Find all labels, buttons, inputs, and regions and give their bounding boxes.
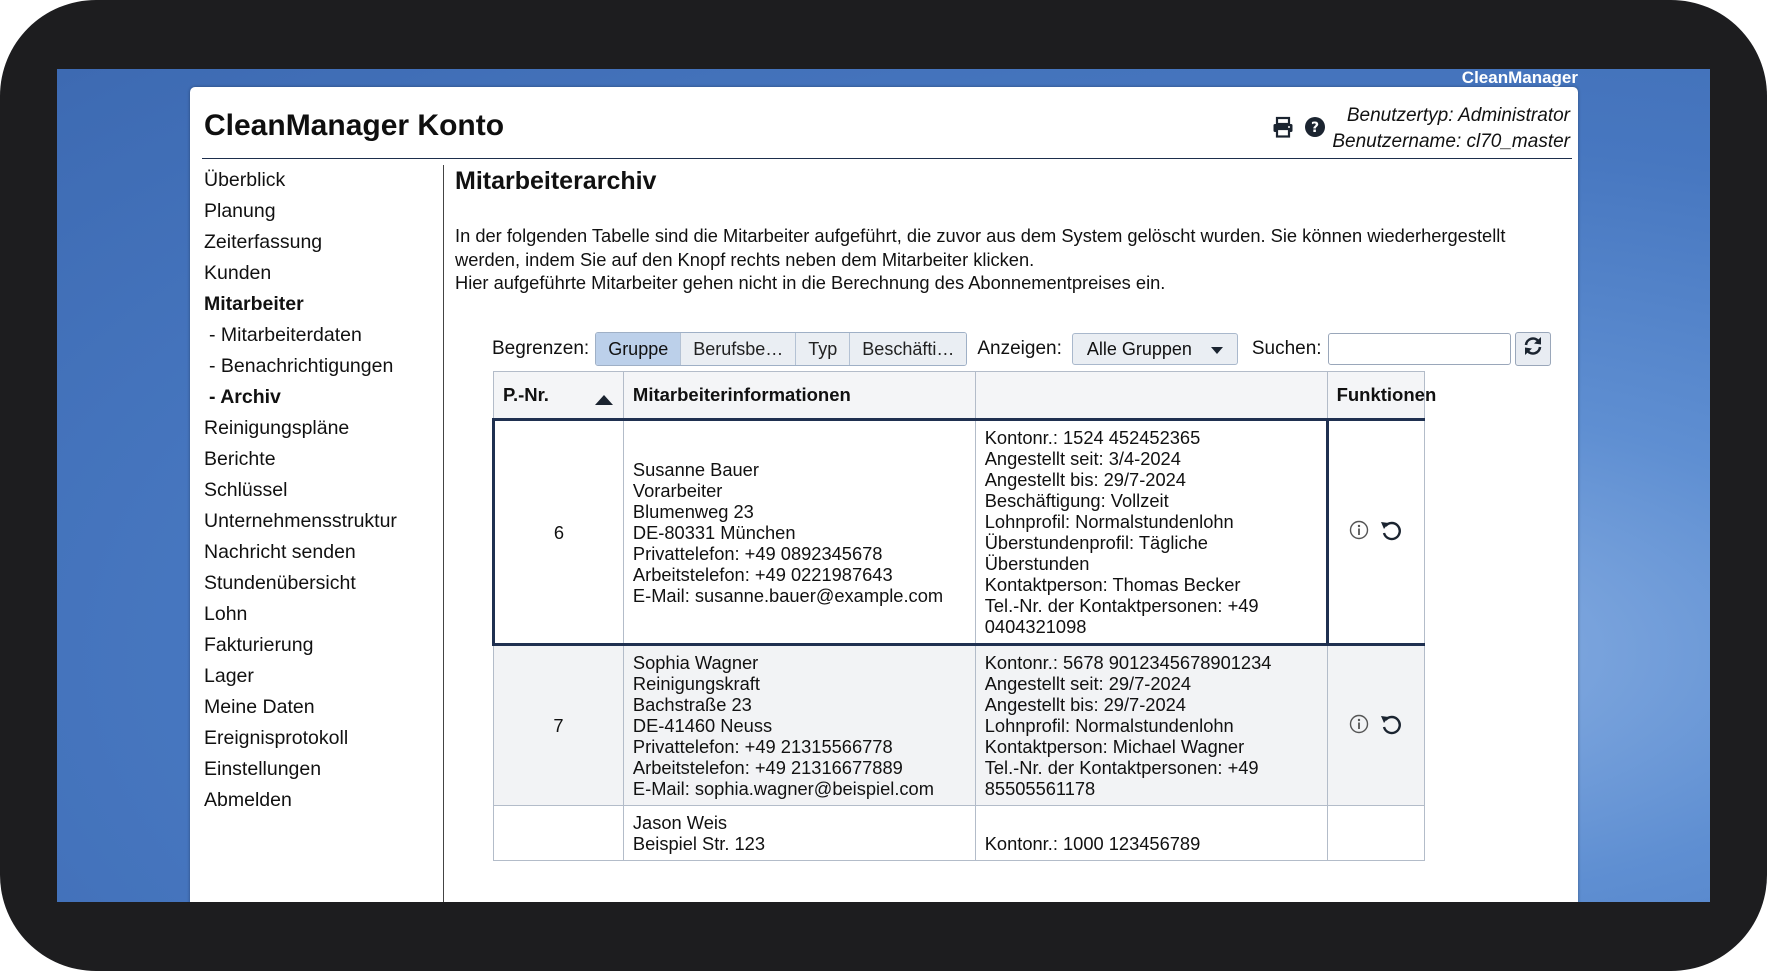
extra-line: Lohnprofil: Normalstundenlohn [984,511,1234,532]
sidebar-item-berichte[interactable]: Berichte [204,448,276,470]
header-divider [202,158,1572,159]
limit-option-typ[interactable]: Typ [796,333,850,365]
refresh-icon [1522,335,1544,363]
sidebar-item-mitarbeiter[interactable]: Mitarbeiter [204,293,304,315]
limit-segmented-control [595,332,967,366]
sidebar-item-abmelden[interactable]: Abmelden [204,789,292,811]
cell-functions [1327,420,1424,645]
sidebar-item-lohn[interactable]: Lohn [204,603,248,625]
restore-icon[interactable] [1379,518,1403,546]
table-row[interactable] [494,645,1425,806]
search-input[interactable] [1328,333,1511,365]
extra-line: Angestellt bis: 29/7-2024 [984,694,1186,715]
employee-street: Bachstraße 23 [632,694,752,715]
intro-paragraph-2: Hier aufgeführte Mitarbeiter gehen nicht in die Berechnung des Abonnementpreises ein. [455,272,1166,293]
extra-line: Angestellt seit: 29/7-2024 [984,673,1192,694]
employee-name: Sophia Wagner [632,652,759,673]
cell-functions [1327,806,1424,861]
limit-label: Begrenzen: [492,338,590,359]
extra-line: Tel.-Nr. der Kontaktpersonen: +49 [984,757,1259,778]
header-icons [1272,116,1326,138]
employee-role: Vorarbeiter [632,479,723,501]
employee-email: E-Mail: susanne.bauer@example.com [632,584,944,606]
column-header-extra [975,372,1327,420]
extra-line: Lohnprofil: Normalstundenlohn [984,715,1234,736]
extra-line: Beschäftigung: Vollzeit [984,490,1169,511]
sidebar-item-ueberblick[interactable]: Überblick [204,169,286,191]
app-window [190,87,1578,902]
sidebar-item-planung[interactable]: Planung [204,200,276,222]
restore-icon[interactable] [1379,712,1403,740]
employee-role: Reinigungskraft [632,673,760,694]
cell-nr [494,806,624,861]
main-content [455,165,1570,854]
group-select-value: Alle Gruppen [1086,338,1192,359]
desktop-background [57,69,1710,902]
user-type: Benutzertyp: Administrator [1346,105,1570,126]
sidebar-item-fakturierung[interactable]: Fakturierung [204,634,314,656]
sort-ascending-icon [595,389,613,411]
caret-down-icon [1211,339,1223,360]
sidebar-divider [443,165,444,902]
column-header-nr-label: P.-Nr. [503,384,549,405]
sidebar-item-archiv[interactable]: - Archiv [209,386,281,408]
extra-line: Überstundenprofil: Tägliche Überstunden [984,532,1208,574]
extra-line: 0404321098 [984,616,1087,637]
sidebar-item-lager[interactable]: Lager [204,665,254,687]
table-row[interactable] [494,806,1425,861]
cell-info [623,420,975,645]
limit-option-berufsbezeichnung[interactable]: Berufsbe… [681,333,796,365]
limit-option-beschaeftigung[interactable]: Beschäfti… [850,333,966,365]
page-header-title: CleanManager Konto [204,109,505,142]
cell-extra [975,420,1327,645]
cell-functions [1327,645,1424,806]
cell-info [623,645,975,806]
info-icon[interactable] [1349,714,1369,738]
employee-private-phone: Privattelefon: +49 0892345678 [632,542,883,564]
extra-line: Kontonr.: 1000 123456789 [984,833,1201,854]
extra-line: Kontaktperson: Thomas Becker [984,574,1241,595]
column-header-nr[interactable] [494,372,624,420]
user-name: Benutzername: cl70_master [1332,131,1570,152]
sidebar-item-zeiterfassung[interactable]: Zeiterfassung [204,231,323,253]
brand-label: CleanManager [1461,69,1578,87]
cell-nr: 7 [494,645,624,806]
sidebar-item-benachrichtigungen[interactable]: - Benachrichtigungen [209,355,394,377]
page-title: Mitarbeiterarchiv [455,167,657,195]
svg-text:?: ? [1310,120,1320,136]
table-row[interactable] [494,420,1425,645]
extra-line [985,812,1318,833]
extra-line: 85505561178 [984,778,1096,799]
employee-private-phone: Privattelefon: +49 21315566778 [632,736,893,757]
sidebar-item-meine-daten[interactable]: Meine Daten [204,696,315,718]
cell-nr: 6 [494,420,624,645]
sidebar-item-ereignisprotokoll[interactable]: Ereignisprotokoll [204,727,349,749]
extra-line: Tel.-Nr. der Kontaktpersonen: +49 [984,595,1259,616]
intro-paragraph-1: In der folgenden Tabelle sind die Mitarbeiter aufgeführt, die zuvor aus dem System gelöscht wurden. Sie können wiederhergestellt werden, indem Sie auf den Knopf rechts neben dem Mitarbeiter klicken. [455,225,1506,270]
sidebar-item-nachricht-senden[interactable]: Nachricht senden [204,541,356,563]
employee-name: Susanne Bauer [632,458,759,480]
extra-line: Kontaktperson: Michael Wagner [984,736,1245,757]
group-select[interactable] [1072,333,1238,365]
column-header-functions: Funktionen [1327,372,1424,420]
sidebar-item-schluessel[interactable]: Schlüssel [204,479,288,501]
user-info [1332,103,1570,155]
search-label: Suchen: [1251,338,1322,359]
extra-line: Kontonr.: 5678 9012345678901234 [984,652,1272,673]
sidebar-nav [204,165,434,816]
cell-extra [975,806,1327,861]
intro-text [455,224,1535,295]
sidebar-item-kunden[interactable]: Kunden [204,262,272,284]
refresh-button[interactable] [1515,332,1551,366]
sidebar-item-reinigungsplaene[interactable]: Reinigungspläne [204,417,350,439]
employee-street: Blumenweg 23 [632,500,754,522]
sidebar-item-unternehmensstruktur[interactable]: Unternehmensstruktur [204,510,397,532]
sidebar-item-einstellungen[interactable]: Einstellungen [204,758,322,780]
employee-city: DE-41460 Neuss [632,715,773,736]
info-icon[interactable] [1349,520,1369,544]
limit-option-gruppe[interactable]: Gruppe [596,333,681,365]
extra-line: Kontonr.: 1524 452452365 [984,427,1201,448]
extra-line: Angestellt bis: 29/7-2024 [984,469,1186,490]
help-icon[interactable] [1304,116,1326,138]
archive-table [492,371,1437,861]
table-header-row [494,372,1425,420]
printer-icon[interactable] [1272,116,1294,138]
employee-work-phone: Arbeitstelefon: +49 21316677889 [632,757,903,778]
employee-email: E-Mail: sophia.wagner@beispiel.com [632,778,934,799]
extra-line: Angestellt seit: 3/4-2024 [984,448,1181,469]
filter-bar [492,331,1551,367]
employee-work-phone: Arbeitstelefon: +49 0221987643 [632,563,893,585]
column-header-info[interactable]: Mitarbeiterinformationen [623,372,975,420]
show-label: Anzeigen: [977,338,1062,359]
employee-street: Beispiel Str. 123 [632,833,766,854]
employee-city: DE-80331 München [632,521,796,543]
sidebar-item-mitarbeiterdaten[interactable]: - Mitarbeiterdaten [209,324,362,346]
cell-extra [975,645,1327,806]
sidebar-item-stundenuebersicht[interactable]: Stundenübersicht [204,572,356,594]
employee-name: Jason Weis [632,812,728,833]
cell-info [623,806,975,861]
